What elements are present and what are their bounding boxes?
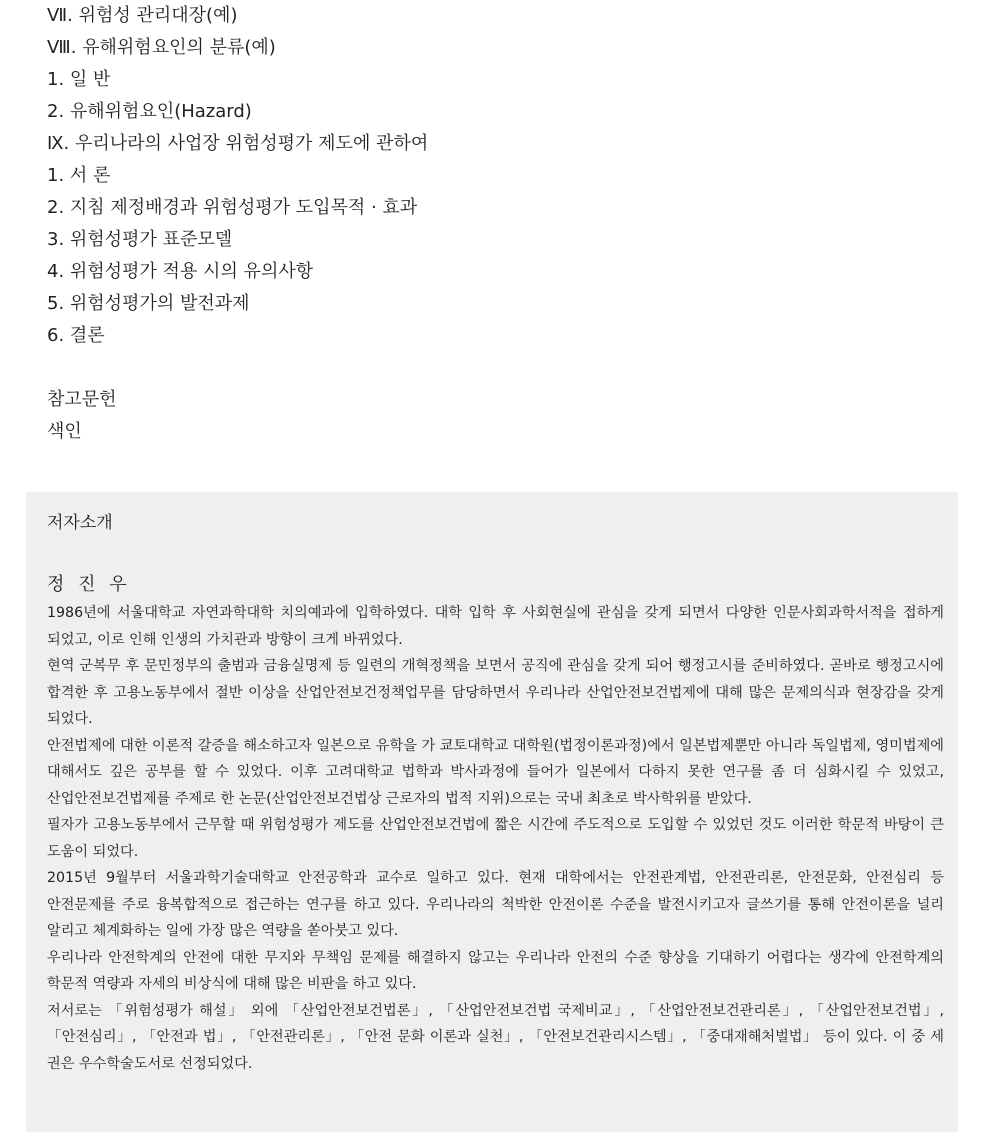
toc-entry: 1. 일 반 [47,69,111,90]
author-bio-paragraph: 안전법제에 대한 이론적 갈증을 해소하고자 일본으로 유학을 가 쿄토대학교 대학원(법정이론과정)에서 일본법제뿐만 아니라 독일법제, 영미법제에 대해서도 깊은 공부를 할 수 있었다. 이후 고려대학교 법학과 박사과정에 들어가 일본에서 다하지 못한 연구를 좀 더 심화시킬 수 있었고, 산업안전보건법제를 주제로 한 논문(산업안전보건법상 근로자의 법적 지위)으로는 국내 최초로 박사학위를 받았다. [47,737,944,807]
toc-entry: 3. 위험성평가 표준모델 [47,229,233,250]
toc-entry: 2. 지침 제정배경과 위험성평가 도입목적 · 효과 [47,197,418,218]
toc-entry: Ⅶ. 위험성 관리대장(예) [47,5,238,26]
author-name: 정 진 우 [47,574,131,595]
author-bio-paragraph: 1986년에 서울대학교 자연과학대학 치의예과에 입학하였다. 대학 입학 후 사회현실에 관심을 갖게 되면서 다양한 인문사회과학서적을 접하게 되었고, 이로 인해 인생의 가치관과 방향이 크게 바뀌었다. [47,605,944,648]
author-bio-paragraph: 우리나라 안전학계의 안전에 대한 무지와 무책임 문제를 해결하지 않고는 우리나라 안전의 수준 향상을 기대하기 어렵다는 생각에 안전학계의 학문적 역량과 자세의 비상식에 대해 많은 비판을 하고 있다. [47,949,944,992]
author-bio-paragraph: 현역 군복무 후 문민정부의 출범과 금융실명제 등 일련의 개혁정책을 보면서 공직에 관심을 갖게 되어 행정고시를 준비하였다. 곧바로 행정고시에 합격한 후 고용노동부에서 절반 이상을 산업안전보건정책업무를 담당하면서 우리나라 산업안전보건법제에 대해 많은 문제의식과 현장감을 갖게 되었다. [47,658,944,727]
toc-entry: 1. 서 론 [47,165,111,186]
toc-back-matter-index: 색인 [47,421,82,442]
toc-spacer [47,352,947,384]
table-of-contents [47,0,947,448]
toc-entry: Ⅷ. 유해위험요인의 분류(예) [47,37,276,58]
author-bio-paragraph: 저서로는 「위험성평가 해설」 외에 「산업안전보건법론」, 「산업안전보건법 국제비교」, 「산업안전보건관리론」, 「산업안전보건법」, 「안전심리」, 「안전과 법」, 「안전관리론」, 「안전 문화 이론과 실천」, 「안전보건관리시스템」, 「중대재해처벌법」 등이 있다. 이 중 세 권은 우수학술도서로 선정되었다. [47,1002,944,1072]
toc-entry: 5. 위험성평가의 발전과제 [47,293,250,314]
author-section-heading: 저자소개 [47,513,113,533]
toc-entry: 4. 위험성평가 적용 시의 유의사항 [47,261,314,282]
author-bio-paragraph: 2015년 9월부터 서울과학기술대학교 안전공학과 교수로 일하고 있다. 현재 대학에서는 안전관계법, 안전관리론, 안전문화, 안전심리 등 안전문제를 주로 융복합적으로 접근하는 연구를 하고 있다. 우리나라의 척박한 안전이론 수준을 발전시키고자 글쓰기를 통해 안전이론을 널리 알리고 체계화하는 일에 가장 많은 역량을 쏟아붓고 있다. [47,870,944,939]
author-bio-paragraph: 필자가 고용노동부에서 근무할 때 위험성평가 제도를 산업안전보건법에 짧은 시간에 주도적으로 도입할 수 있었던 것도 이러한 학문적 바탕이 큰 도움이 되었다. [47,817,944,860]
author-introduction-box [26,492,958,1132]
toc-entry: 2. 유해위험요인(Hazard) [47,101,252,122]
toc-back-matter-references: 참고문헌 [47,389,117,410]
toc-entry: 6. 결론 [47,325,105,346]
toc-entry: Ⅸ. 우리나라의 사업장 위험성평가 제도에 관하여 [47,133,429,154]
